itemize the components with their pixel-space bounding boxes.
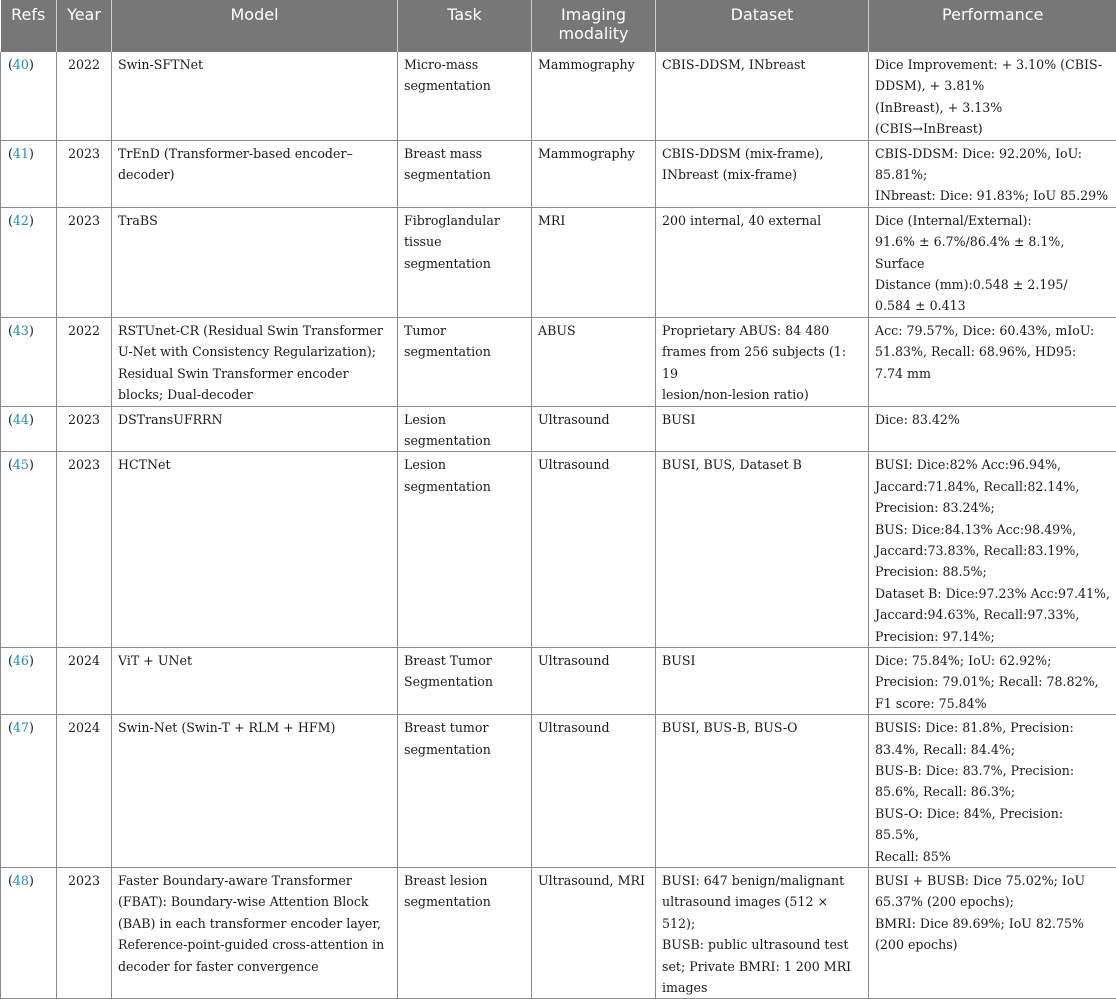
cell-line: Breast Tumor bbox=[404, 650, 526, 671]
header-row bbox=[1, 0, 1116, 52]
table-header bbox=[1, 0, 1116, 52]
performance-cell bbox=[869, 647, 1116, 714]
cell-line: BUSI bbox=[662, 650, 863, 671]
cell-line: RSTUnet-CR (Residual Swin Transformer bbox=[118, 320, 392, 341]
imaging-modality-cell bbox=[532, 406, 656, 452]
task-cell bbox=[398, 207, 532, 317]
table-body bbox=[1, 52, 1116, 999]
cell-line: segmentation bbox=[404, 476, 526, 497]
cell-line: Residual Swin Transformer encoder bbox=[118, 363, 392, 384]
imaging-modality-cell bbox=[532, 207, 656, 317]
cell-line: set; Private BMRI: 1 200 MRI bbox=[662, 956, 863, 977]
cell-line: Acc: 79.57%, Dice: 60.43%, mIoU: bbox=[875, 320, 1111, 341]
table-row bbox=[1, 140, 1116, 207]
cell-line: Precision: 97.14%; bbox=[875, 626, 1111, 647]
refs-cell: (44) bbox=[1, 406, 57, 452]
imaging-modality-cell bbox=[532, 647, 656, 714]
cell-line: segmentation bbox=[404, 341, 526, 362]
cell-line: 51.83%, Recall: 68.96%, HD95: bbox=[875, 341, 1111, 362]
table-row bbox=[1, 317, 1116, 406]
header-year: Year bbox=[57, 0, 112, 52]
cell-line: Jaccard:94.63%, Recall:97.33%, bbox=[875, 604, 1111, 625]
cell-line: ABUS bbox=[538, 320, 650, 341]
cell-line: blocks; Dual-decoder bbox=[118, 384, 392, 405]
year-cell: 2023 bbox=[57, 140, 112, 207]
dataset-cell bbox=[656, 715, 869, 868]
cell-line: segmentation bbox=[404, 739, 526, 760]
dataset-cell bbox=[656, 52, 869, 140]
cell-line: 65.37% (200 epochs); bbox=[875, 891, 1111, 912]
year-cell: 2023 bbox=[57, 868, 112, 999]
header-task: Task bbox=[398, 0, 532, 52]
header-refs: Refs bbox=[1, 0, 57, 52]
model-cell bbox=[112, 452, 398, 648]
imaging-modality-cell bbox=[532, 868, 656, 999]
cell-line: Proprietary ABUS: 84 480 bbox=[662, 320, 863, 341]
cell-line: TrEnD (Transformer-based encoder– bbox=[118, 143, 392, 164]
cell-line: lesion/non-lesion ratio) bbox=[662, 384, 863, 405]
model-cell bbox=[112, 317, 398, 406]
refs-cell: (40) bbox=[1, 52, 57, 140]
imaging-modality-cell bbox=[532, 140, 656, 207]
reference-link[interactable]: 44 bbox=[13, 412, 29, 427]
cell-line: Breast tumor bbox=[404, 717, 526, 738]
cell-line: Ultrasound bbox=[538, 454, 650, 475]
cell-line: HCTNet bbox=[118, 454, 392, 475]
cell-line: Segmentation bbox=[404, 671, 526, 692]
cell-line: Jaccard:73.83%, Recall:83.19%, bbox=[875, 540, 1111, 561]
cell-line: CBIS-DDSM, INbreast bbox=[662, 54, 863, 75]
reference-link[interactable]: 47 bbox=[13, 720, 29, 735]
cell-line: (BAB) in each transformer encoder layer, bbox=[118, 913, 392, 934]
cell-line: INbreast: Dice: 91.83%; IoU 85.29% bbox=[875, 185, 1111, 206]
table-row bbox=[1, 207, 1116, 317]
cell-line: 0.584 ± 0.413 bbox=[875, 295, 1111, 316]
cell-line: Swin-SFTNet bbox=[118, 54, 392, 75]
dataset-cell bbox=[656, 452, 869, 648]
cell-line: Swin-Net (Swin-T + RLM + HFM) bbox=[118, 717, 392, 738]
performance-cell bbox=[869, 406, 1116, 452]
cell-line: decoder for faster convergence bbox=[118, 956, 392, 977]
header-performance: Performance bbox=[869, 0, 1116, 52]
cell-line: (InBreast), + 3.13% bbox=[875, 97, 1111, 118]
task-cell bbox=[398, 715, 532, 868]
cell-line: Dataset B: Dice:97.23% Acc:97.41%, bbox=[875, 583, 1111, 604]
cell-line: images bbox=[662, 977, 863, 998]
year-cell: 2023 bbox=[57, 406, 112, 452]
dataset-cell bbox=[656, 406, 869, 452]
cell-line: Ultrasound bbox=[538, 650, 650, 671]
refs-cell: (48) bbox=[1, 868, 57, 999]
cell-line: BMRI: Dice 89.69%; IoU 82.75% bbox=[875, 913, 1111, 934]
performance-cell bbox=[869, 52, 1116, 140]
cell-line: Jaccard:71.84%, Recall:82.14%, bbox=[875, 476, 1111, 497]
cell-line: DSTransUFRRN bbox=[118, 409, 392, 430]
cell-line: Reference-point-guided cross-attention in bbox=[118, 934, 392, 955]
cell-line: (FBAT): Boundary-wise Attention Block bbox=[118, 891, 392, 912]
cell-line: BUSI: 647 benign/malignant bbox=[662, 870, 863, 891]
cell-line: ultrasound images (512 × 512); bbox=[662, 891, 863, 934]
cell-line: segmentation bbox=[404, 430, 526, 451]
dataset-cell bbox=[656, 647, 869, 714]
cell-line: (200 epochs) bbox=[875, 934, 1111, 955]
cell-line: Lesion bbox=[404, 454, 526, 475]
cell-line: DDSM), + 3.81% bbox=[875, 75, 1111, 96]
cell-line: tissue bbox=[404, 231, 526, 252]
refs-cell: (43) bbox=[1, 317, 57, 406]
cell-line: INbreast (mix-frame) bbox=[662, 164, 863, 185]
task-cell bbox=[398, 647, 532, 714]
dataset-cell bbox=[656, 317, 869, 406]
cell-line: (CBIS→InBreast) bbox=[875, 118, 1111, 139]
cell-line: Ultrasound bbox=[538, 409, 650, 430]
task-cell bbox=[398, 406, 532, 452]
cell-line: MRI bbox=[538, 210, 650, 231]
cell-line: BUSI, BUS, Dataset B bbox=[662, 454, 863, 475]
refs-cell: (42) bbox=[1, 207, 57, 317]
year-cell: 2024 bbox=[57, 647, 112, 714]
cell-line: BUSI + BUSB: Dice 75.02%; IoU bbox=[875, 870, 1111, 891]
model-cell bbox=[112, 406, 398, 452]
cell-line: CBIS-DDSM: Dice: 92.20%, IoU: bbox=[875, 143, 1111, 164]
cell-line: BUSI: Dice:82% Acc:96.94%, bbox=[875, 454, 1111, 475]
cell-line: BUSIS: Dice: 81.8%, Precision: bbox=[875, 717, 1111, 738]
year-cell: 2023 bbox=[57, 452, 112, 648]
table-row bbox=[1, 452, 1116, 648]
cell-line: BUSB: public ultrasound test bbox=[662, 934, 863, 955]
cell-line: Precision: 83.24%; bbox=[875, 497, 1111, 518]
cell-line: Micro-mass bbox=[404, 54, 526, 75]
reference-link[interactable]: 43 bbox=[13, 323, 29, 338]
table-row bbox=[1, 868, 1116, 999]
cell-line: decoder) bbox=[118, 164, 392, 185]
cell-line: Recall: 85% bbox=[875, 846, 1111, 867]
imaging-modality-cell bbox=[532, 317, 656, 406]
cell-line: Dice (Internal/External): bbox=[875, 210, 1111, 231]
table-row bbox=[1, 715, 1116, 868]
cell-line: BUS-O: Dice: 84%, Precision: 85.5%, bbox=[875, 803, 1111, 846]
model-cell bbox=[112, 868, 398, 999]
year-cell: 2022 bbox=[57, 317, 112, 406]
cell-line: frames from 256 subjects (1: 19 bbox=[662, 341, 863, 384]
year-cell: 2024 bbox=[57, 715, 112, 868]
reference-link[interactable]: 40 bbox=[13, 57, 29, 72]
cell-line: 83.4%, Recall: 84.4%; bbox=[875, 739, 1111, 760]
cell-line: Mammography bbox=[538, 54, 650, 75]
cell-line: TraBS bbox=[118, 210, 392, 231]
cell-line: 85.6%, Recall: 86.3%; bbox=[875, 781, 1111, 802]
cell-line: Dice Improvement: + 3.10% (CBIS- bbox=[875, 54, 1111, 75]
cell-line: segmentation bbox=[404, 164, 526, 185]
cell-line: Dice: 75.84%; IoU: 62.92%; bbox=[875, 650, 1111, 671]
cell-line: CBIS-DDSM (mix-frame), bbox=[662, 143, 863, 164]
cell-line: Faster Boundary-aware Transformer bbox=[118, 870, 392, 891]
cell-line: 85.81%; bbox=[875, 164, 1111, 185]
task-cell bbox=[398, 140, 532, 207]
cell-line: BUSI, BUS-B, BUS-O bbox=[662, 717, 863, 738]
cell-line: Fibroglandular bbox=[404, 210, 526, 231]
cell-line: F1 score: 75.84% bbox=[875, 693, 1111, 714]
performance-cell bbox=[869, 715, 1116, 868]
cell-line: Precision: 88.5%; bbox=[875, 561, 1111, 582]
cell-line: segmentation bbox=[404, 891, 526, 912]
refs-cell: (45) bbox=[1, 452, 57, 648]
cell-line: Dice: 83.42% bbox=[875, 409, 1111, 430]
cell-line: BUS: Dice:84.13% Acc:98.49%, bbox=[875, 519, 1111, 540]
performance-cell bbox=[869, 207, 1116, 317]
cell-line: Distance (mm):0.548 ± 2.195/ bbox=[875, 274, 1111, 295]
header-dataset: Dataset bbox=[656, 0, 869, 52]
model-cell bbox=[112, 647, 398, 714]
refs-cell: (41) bbox=[1, 140, 57, 207]
cell-line: 91.6% ± 6.7%/86.4% ± 8.1%, Surface bbox=[875, 231, 1111, 274]
task-cell bbox=[398, 317, 532, 406]
year-cell: 2023 bbox=[57, 207, 112, 317]
model-cell bbox=[112, 207, 398, 317]
reference-link[interactable]: 42 bbox=[13, 213, 29, 228]
reference-link[interactable]: 41 bbox=[13, 146, 29, 161]
cell-line: ViT + UNet bbox=[118, 650, 392, 671]
cell-line: Mammography bbox=[538, 143, 650, 164]
cell-line: Lesion bbox=[404, 409, 526, 430]
task-cell bbox=[398, 868, 532, 999]
performance-cell bbox=[869, 140, 1116, 207]
cell-line: segmentation bbox=[404, 253, 526, 274]
header-imaging-modality: Imaging modality bbox=[532, 0, 656, 52]
task-cell bbox=[398, 452, 532, 648]
cell-line: Ultrasound, MRI bbox=[538, 870, 650, 891]
reference-link[interactable]: 45 bbox=[13, 457, 29, 472]
cell-line: U-Net with Consistency Regularization); bbox=[118, 341, 392, 362]
table-row bbox=[1, 406, 1116, 452]
cell-line: BUS-B: Dice: 83.7%, Precision: bbox=[875, 760, 1111, 781]
model-cell bbox=[112, 715, 398, 868]
cell-line: Ultrasound bbox=[538, 717, 650, 738]
dataset-cell bbox=[656, 207, 869, 317]
cell-line: 7.74 mm bbox=[875, 363, 1111, 384]
cell-line: 200 internal, 40 external bbox=[662, 210, 863, 231]
cell-line: BUSI bbox=[662, 409, 863, 430]
task-cell bbox=[398, 52, 532, 140]
imaging-modality-cell bbox=[532, 452, 656, 648]
performance-cell bbox=[869, 452, 1116, 648]
year-cell: 2022 bbox=[57, 52, 112, 140]
model-cell bbox=[112, 140, 398, 207]
reference-link[interactable]: 46 bbox=[13, 653, 29, 668]
dataset-cell bbox=[656, 140, 869, 207]
table-row bbox=[1, 52, 1116, 140]
refs-cell: (46) bbox=[1, 647, 57, 714]
refs-cell: (47) bbox=[1, 715, 57, 868]
header-model: Model bbox=[112, 0, 398, 52]
performance-cell bbox=[869, 868, 1116, 999]
cell-line: segmentation bbox=[404, 75, 526, 96]
reference-link[interactable]: 48 bbox=[13, 873, 29, 888]
cell-line: Breast mass bbox=[404, 143, 526, 164]
cell-line: Precision: 79.01%; Recall: 78.82%, bbox=[875, 671, 1111, 692]
cell-line: Tumor bbox=[404, 320, 526, 341]
dataset-cell bbox=[656, 868, 869, 999]
imaging-modality-cell bbox=[532, 52, 656, 140]
imaging-modality-cell bbox=[532, 715, 656, 868]
model-cell bbox=[112, 52, 398, 140]
table-row bbox=[1, 647, 1116, 714]
performance-cell bbox=[869, 317, 1116, 406]
cell-line: Breast lesion bbox=[404, 870, 526, 891]
